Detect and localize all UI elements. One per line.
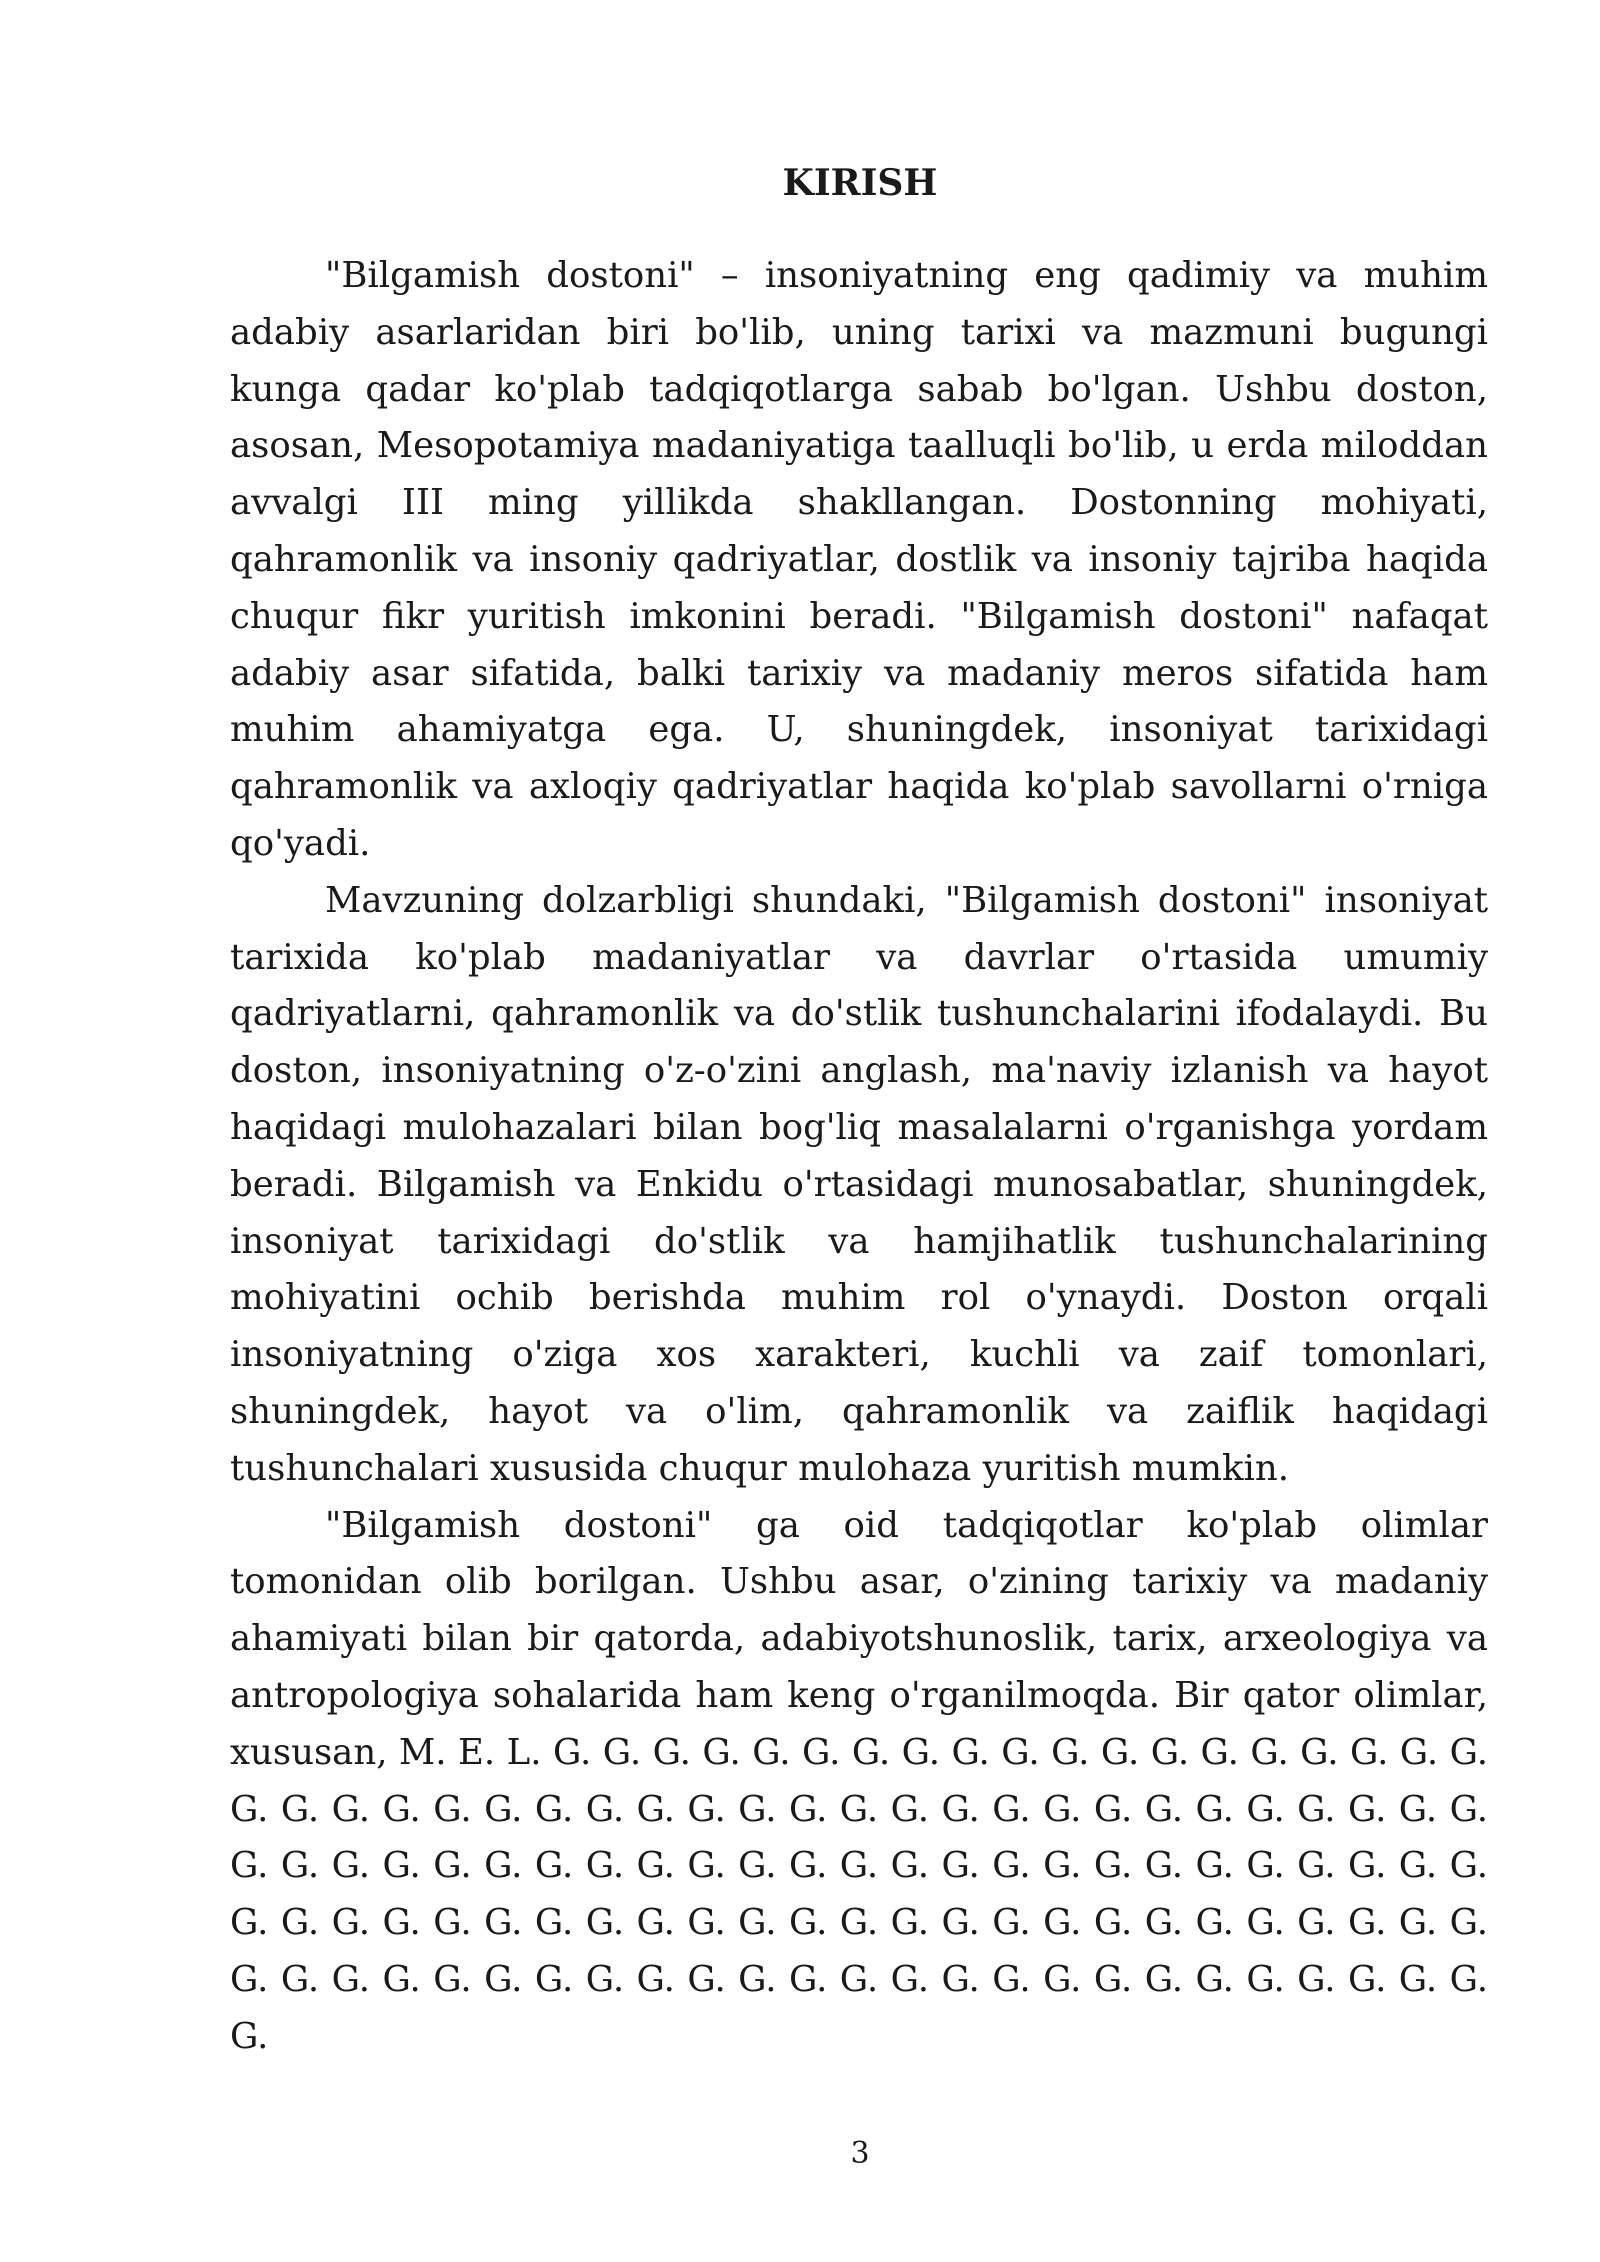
page-number: 3: [850, 2136, 870, 2171]
paragraph-introduction: "Bilgamish dostoni" – insoniyatning eng qadimiy va muhim adabiy asarlaridan biri bo'lib, uning tarixi va mazmuni bugungi kunga qadar ko'plab tadqiqotlarga sabab bo'lgan. Ushbu doston, asosan, Mesopotamiya madaniyatiga taalluqli bo'lib, u erda miloddan avvalgi III ming yillikda shakllangan. Dostonning mohiyati, qahramonlik va insoniy qadriyatlar, dostlik va insoniy tajriba haqida chuqur fikr yuritish imkonini beradi. "Bilgamish dostoni" nafaqat adabiy asar sifatida, balki tarixiy va madaniy meros sifatida ham muhim ahamiyatga ega. U, shuningdek, insoniyat tarixidagi qahramonlik va axloqiy qadriyatlar haqida ko'plab savollarni o'rniga qo'yadi.: [230, 255, 1488, 864]
paragraph-research: "Bilgamish dostoni" ga oid tadqiqotlar ko'plab olimlar tomonidan olib borilgan. Ushbu asar, o'zining tarixiy va madaniy ahamiyati bilan bir qatorda, adabiyotshunoslik, tarix, arxeologiya va antropologiya sohalarida ham keng o'rganilmoqda. Bir qator olimlar, xususan, M. E. L. G. G. G. G. G. G. G. G. G. G. G. G. G. G. G. G. G. G. G. G. G. G. G. G. G. G. G. G. G. G. G. G. G. G. G. G. G. G. G. G. G. G. G. G. G. G. G. G. G. G. G. G. G. G. G. G. G. G. G. G. G. G. G. G. G. G. G. G. G. G. G. G. G. G. G. G. G. G. G. G. G. G. G. G. G. G. G. G. G. G. G. G. G. G. G. G. G. G. G. G. G. G. G. G. G. G. G. G. G. G. G. G. G. G. G. G. G. G. G. G.: [230, 1504, 1488, 2057]
body-text: [230, 248, 1488, 2066]
paragraph-relevance: Mavzuning dolzarbligi shundaki, "Bilgamish dostoni" insoniyat tarixida ko'plab madaniyatlar va davrlar o'rtasida umumiy qadriyatlarni, qahramonlik va do'stlik tushunchalarini ifodalaydi. Bu doston, insoniyatning o'z-o'zini anglash, ma'naviy izlanish va hayot haqidagi mulohazalari bilan bog'liq masalalarni o'rganishga yordam beradi. Bilgamish va Enkidu o'rtasidagi munosabatlar, shuningdek, insoniyat tarixidagi do'stlik va hamjihatlik tushunchalarining mohiyatini ochib berishda muhim rol o'ynaydi. Doston orqali insoniyatning o'ziga xos xarakteri, kuchli va zaif tomonlari, shuningdek, hayot va o'lim, qahramonlik va zaiflik haqidagi tushunchalari xususida chuqur mulohaza yuritish mumkin.: [230, 879, 1488, 1489]
page-title: KIRISH: [782, 162, 938, 204]
